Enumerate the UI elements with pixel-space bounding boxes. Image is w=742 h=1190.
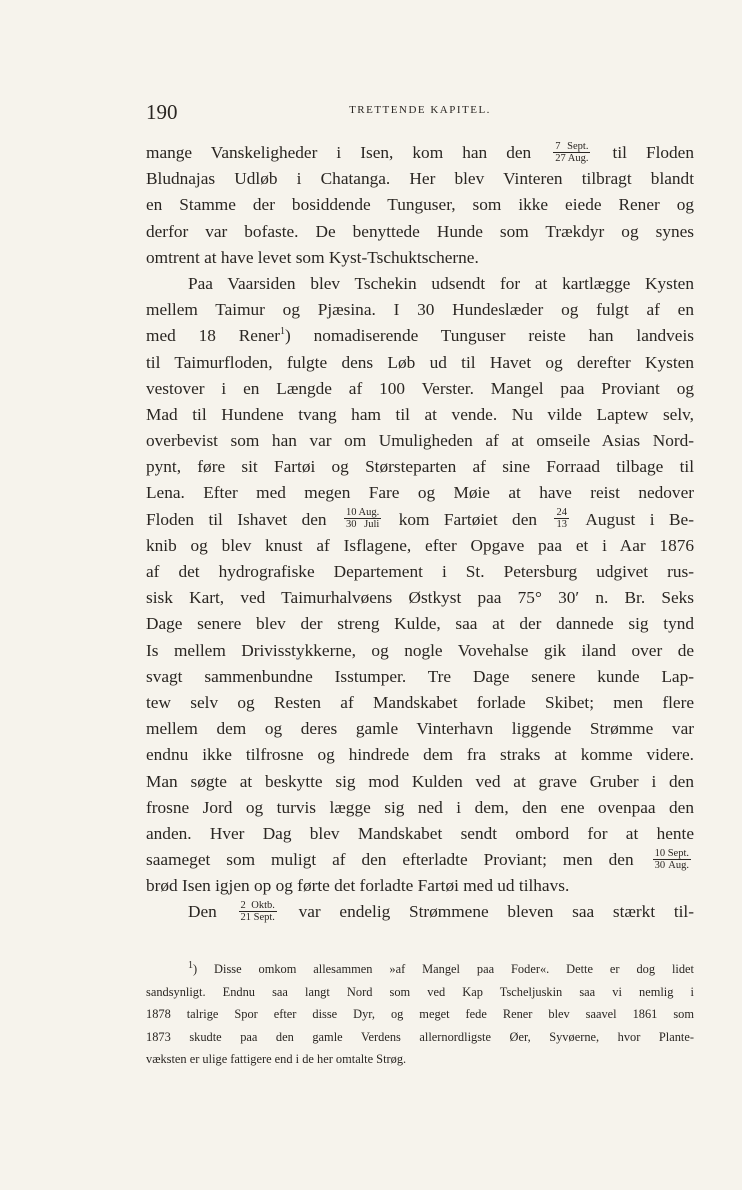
text-segment: Man søgte at beskytte sig mod Kulden ved at grave Gruber i den [146, 771, 694, 791]
text-line [146, 402, 694, 428]
text-line [146, 769, 694, 795]
text-segment: overbevist som han var om Umuligheden af at omseile Asias Nord- [146, 431, 694, 451]
text-segment: Is mellem Drivisstykkerne, og nogle Vovehalse gik iland over de [146, 640, 694, 660]
text-segment: sisk Kart, ved Taimurhalvøens Østkyst paa 75° 30′ n. Br. Seks [146, 588, 694, 608]
fraction-numerator: 24 [556, 507, 567, 519]
text-line [146, 899, 694, 925]
date-fraction [554, 507, 569, 530]
text-line [146, 219, 694, 245]
text-line [146, 795, 694, 821]
text-segment: knib og blev knust af Isflagene, efter Opgave paa et i Aar 1876 [146, 535, 694, 555]
text-line [146, 533, 694, 559]
body-text [146, 140, 694, 926]
text-segment: tew selv og Resten af Mandskabet forlade Skibet; men flere [146, 692, 694, 712]
text-segment: ) nomadiserende Tunguser reiste han landveis [285, 326, 695, 346]
text-segment: med 18 Rener [146, 326, 281, 346]
fraction-denominator: 27 Aug. [555, 152, 589, 164]
footnote-marker: 1 [188, 959, 193, 971]
text-line [146, 821, 694, 847]
fraction-numerator: 10 Sept. [654, 847, 689, 859]
fraction-denominator: 13 [556, 519, 567, 531]
text-line [146, 166, 694, 192]
text-segment: svagt sammenbundne Isstumper. Tre Dage senere kunde Lap- [146, 666, 694, 686]
page-header [146, 100, 694, 124]
text-line [146, 192, 694, 218]
text-line [146, 480, 694, 506]
footnote-line [146, 1048, 694, 1071]
text-line [146, 454, 694, 480]
text-segment: Lena. Efter med megen Fare og Møie at have reist nedover [146, 483, 694, 503]
text-segment: derfor var bofaste. De benyttede Hunde som Trækdyr og synes [146, 221, 694, 241]
text-segment: af det hydrografiske Departement i St. Petersburg udgivet rus- [146, 562, 694, 581]
text-segment: til Floden [593, 143, 694, 162]
text-segment: mellem Taimur og Pjæsina. I 30 Hundeslæder og fulgt af en [146, 300, 694, 320]
text-segment: mange Vanskeligheder i Isen, kom han den [146, 143, 551, 162]
text-segment: saameget som muligt af den efterladte Proviant; men den [146, 850, 650, 870]
footnote-line [146, 1003, 694, 1026]
text-line [146, 611, 694, 637]
text-segment: anden. Hver Dag blev Mandskabet sendt ombord for at hente [146, 823, 694, 843]
text-segment: brød Isen igjen op og førte det forladte Fartøi med ud tilhavs. [146, 876, 570, 896]
text-line [146, 585, 694, 611]
date-fraction [344, 507, 381, 530]
running-title: TRETTENDE KAPITEL. [349, 104, 491, 116]
footnote-line [146, 958, 694, 981]
footnotes [146, 958, 694, 1071]
text-segment: 1878 talrige Spor efter disse Dyr, og meget fede Rener blev saavel 1861 som [146, 1007, 694, 1021]
text-segment: August i Be- [571, 509, 694, 529]
text-line [146, 873, 694, 899]
footnote-line [146, 1026, 694, 1049]
text-segment: omtrent at have levet som Kyst-Tschuktscherne. [146, 247, 479, 267]
text-segment: sandsynligt. Endnu saa langt Nord som ved Kap Tscheljuskin saa vi nemlig i [146, 984, 694, 999]
footnote-marker: 1 [280, 326, 286, 338]
text-segment: en Stamme der bosiddende Tunguser, som ikke eiede Rener og [146, 195, 694, 215]
text-line [146, 690, 694, 716]
text-line [146, 638, 694, 664]
text-line [146, 742, 694, 768]
text-segment: ) Disse omkom allesammen »af Mangel paa Foder«. Dette er dog lidet [193, 962, 694, 976]
fraction-denominator: 30 Aug. [654, 859, 689, 871]
text-line [146, 323, 694, 349]
text-segment: Den [188, 902, 236, 922]
text-segment: var endelig Strømmene bleven saa stærkt til- [279, 902, 694, 922]
date-fraction [553, 141, 590, 164]
text-line [146, 271, 694, 297]
fraction-denominator: 30 Juli [346, 519, 380, 531]
text-segment: frosne Jord og turvis lægge sig ned i dem, den ene ovenpaa den [146, 797, 694, 817]
text-line [146, 350, 694, 376]
text-line [146, 376, 694, 402]
text-line [146, 559, 694, 585]
text-segment: Mad til Hundene tvang ham til at vende. Nu vilde Laptew selv, [146, 404, 694, 424]
text-segment: mellem dem og deres gamle Vinterhavn liggende Strømme var [146, 719, 694, 739]
text-segment: væksten er ulige fattigere end i de her omtalte Strøg. [146, 1052, 407, 1066]
date-fraction [653, 848, 691, 871]
text-line [146, 428, 694, 454]
footnote-line [146, 981, 694, 1004]
fraction-denominator: 21 Sept. [240, 911, 275, 923]
text-segment: Bludnajas Udløb i Chatanga. Her blev Vinteren tilbragt blandt [146, 169, 694, 189]
text-segment: Paa Vaarsiden blev Tschekin udsendt for at kartlægge Kysten [188, 273, 694, 293]
text-segment: vestover i en Længde af 100 Verster. Mangel paa Proviant og [146, 378, 694, 398]
fraction-numerator: 2 Oktb. [240, 899, 275, 911]
text-segment: Floden til Ishavet den [146, 509, 342, 529]
text-segment: endnu ikke tilfrosne og hindrede dem fra straks at komme videre. [146, 745, 694, 765]
date-fraction [239, 900, 277, 923]
text-segment: 1873 skudte paa den gamle Verdens allernordligste Øer, Syvøerne, hvor Plante- [146, 1029, 694, 1044]
text-segment: Dage senere blev der streng Kulde, saa at der dannede sig tynd [146, 614, 694, 634]
text-segment: kom Fartøiet den [384, 509, 552, 529]
text-segment: pynt, føre sit Fartøi og Størsteparten af sine Forraad tilbage til [146, 457, 694, 477]
text-line [146, 716, 694, 742]
text-line [146, 507, 694, 533]
text-line [146, 297, 694, 323]
text-segment: til Taimurfloden, fulgte dens Løb ud til Havet og derefter Kysten [146, 352, 694, 372]
text-line [146, 140, 694, 166]
text-line [146, 664, 694, 690]
text-line [146, 245, 694, 271]
page-number: 190 [146, 100, 178, 124]
text-line [146, 847, 694, 873]
fraction-numerator: 10 Aug. [346, 507, 380, 519]
fraction-numerator: 7 Sept. [555, 140, 589, 152]
